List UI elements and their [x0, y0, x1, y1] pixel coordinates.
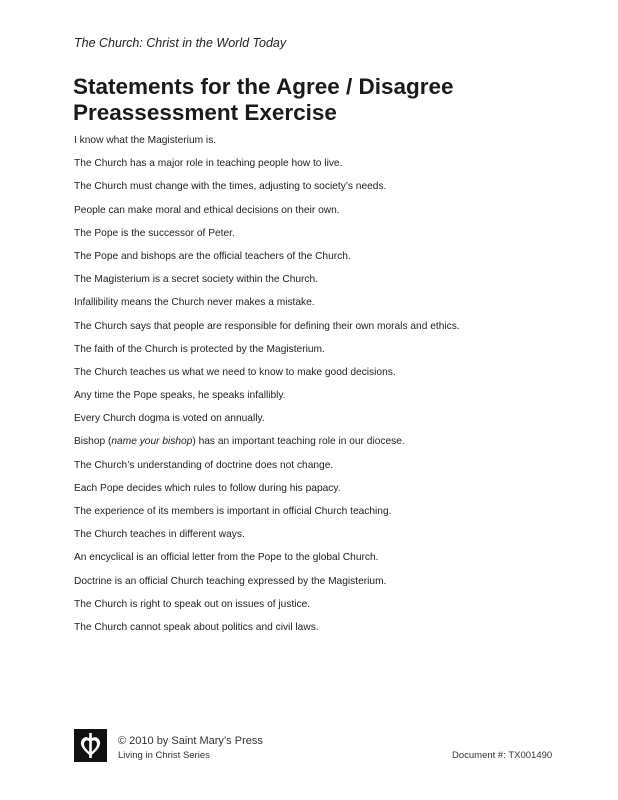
running-header: The Church: Christ in the World Today	[74, 36, 287, 50]
statement-22: The Church cannot speak about politics and civil laws.	[74, 621, 319, 633]
statement-5: The Pope is the successor of Peter.	[74, 227, 235, 239]
statement-12: Any time the Pope speaks, he speaks infallibly.	[74, 390, 286, 402]
statement-21: The Church is right to speak out on issues of justice.	[74, 598, 311, 610]
statement-18: The Church teaches in different ways.	[74, 529, 245, 541]
statement-14-before: Bishop (	[74, 436, 112, 448]
saint-marys-press-logo-icon	[74, 729, 107, 762]
statement-17: The experience of its members is important in official Church teaching.	[74, 506, 392, 517]
statement-16: Each Pope decides which rules to follow during his papacy.	[74, 482, 341, 494]
statement-14-after: ) has an important teaching role in our diocese.	[192, 436, 405, 448]
statement-13: Every Church dogma is voted on annually.	[74, 413, 265, 425]
statement-20: Doctrine is an official Church teaching expressed by the Magisterium.	[74, 575, 387, 587]
statement-6: The Pope and bishops are the official teachers of the Church.	[74, 250, 351, 262]
statement-1: I know what the Magisterium is.	[74, 135, 217, 146]
statement-15: The Church’s understanding of doctrine does not change.	[74, 459, 334, 471]
statement-8: Infallibility means the Church never makes a mistake.	[74, 297, 315, 309]
statement-11: The Church teaches us what we need to know to make good decisions.	[74, 366, 396, 378]
statement-9: The Church says that people are responsible for defining their own morals and ethics.	[74, 320, 460, 332]
statement-10: The faith of the Church is protected by the Magisterium.	[74, 343, 325, 355]
statement-19: An encyclical is an official letter from the Pope to the global Church.	[74, 552, 379, 564]
statement-7: The Magisterium is a secret society within the Church.	[74, 274, 319, 286]
series-name: Living in Christ Series	[118, 750, 210, 761]
document-number: Document #: TX001490	[452, 750, 553, 761]
statement-14-placeholder: name your bishop	[111, 436, 193, 448]
statement-3: The Church must change with the times, adjusting to society’s needs.	[74, 181, 387, 193]
statement-14	[74, 435, 574, 458]
statement-4: People can make moral and ethical decisions on their own.	[74, 204, 340, 216]
statement-list	[74, 134, 574, 644]
statement-2: The Church has a major role in teaching people how to live.	[74, 158, 343, 170]
page-title: Statements for the Agree / Disagree Preassessment Exercise	[73, 74, 454, 125]
copyright-notice: © 2010 by Saint Mary’s Press	[118, 735, 263, 747]
